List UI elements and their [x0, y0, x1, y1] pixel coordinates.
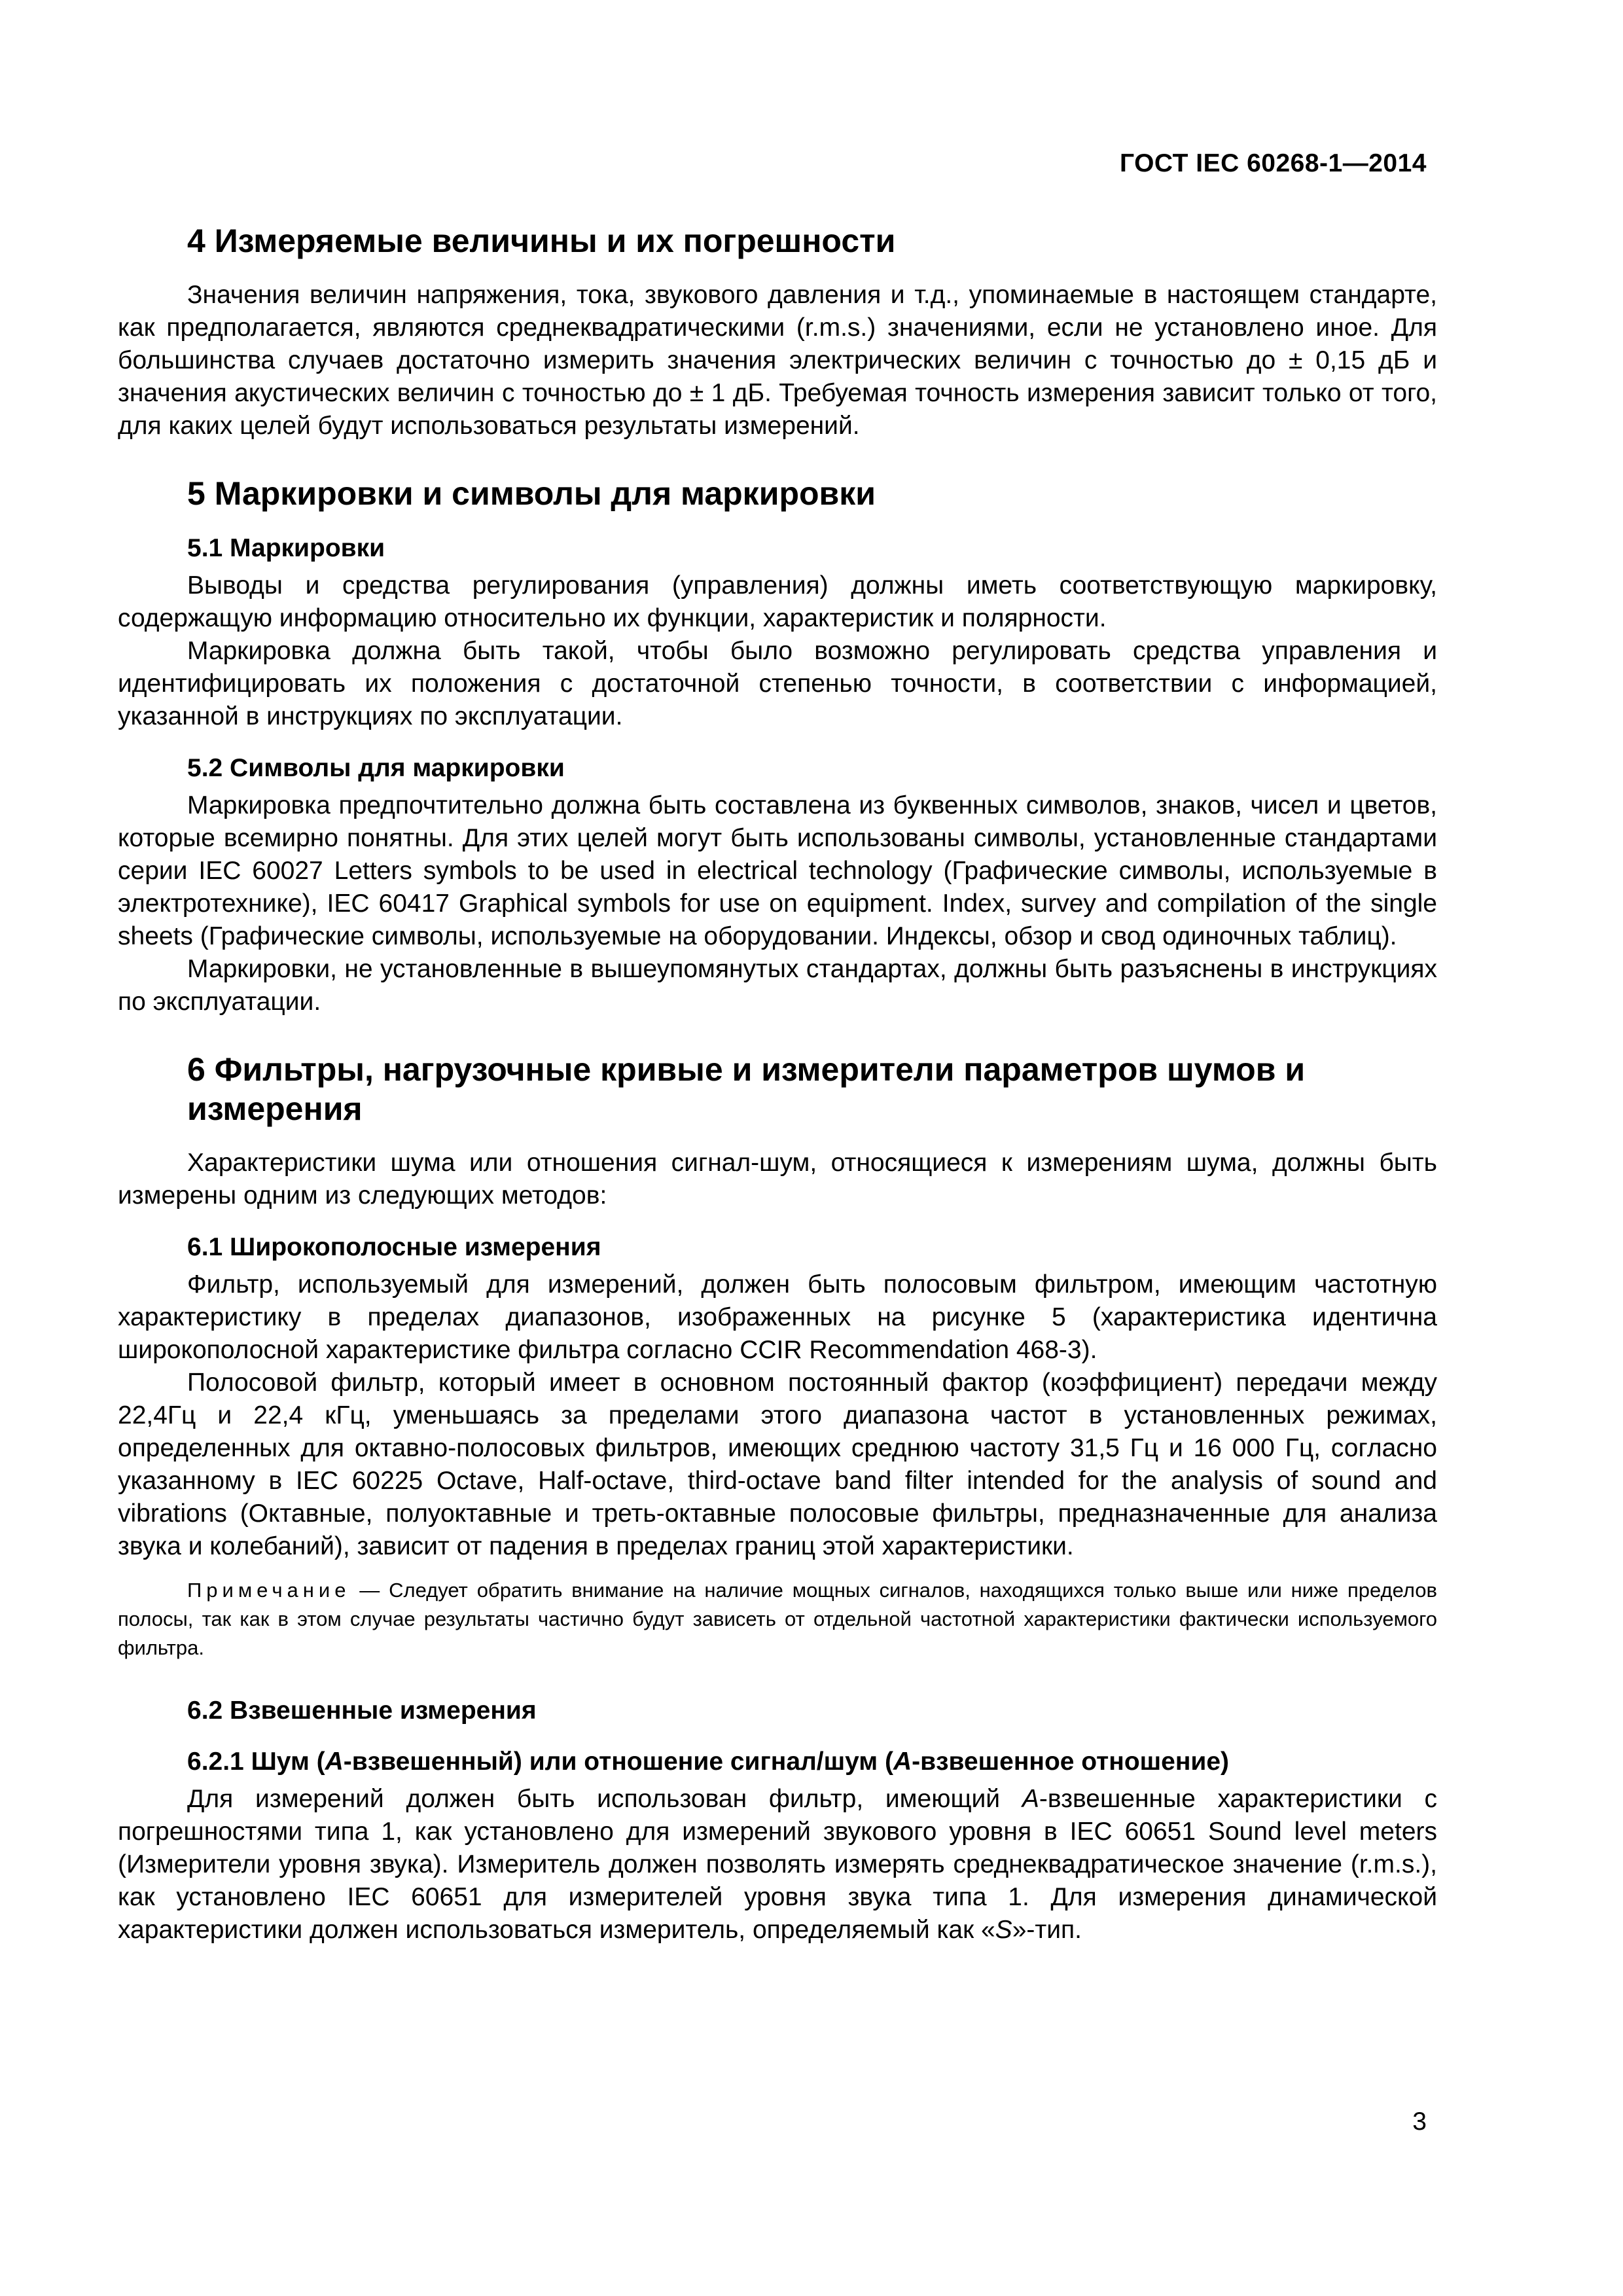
p-s-italic: S [995, 1916, 1012, 1944]
section-5-2-paragraph-1: Маркировка предпочтительно должна быть составлена из буквенных символов, знаков, чисел и цветов, которые всемирно понятны. Для этих целей могут быть использованы символы, установленные стандартами серии IEC 60027 Letters symbols to be used in electrical technology (Графические символы, используемые в электротехнике), IEC 60417 Graphical symbols for use on equipment. Index, survey and compilation of the single sheets (Графические символы, используемые на оборудовании. Индексы, обзор и свод одиночных таблиц). [118, 791, 1437, 950]
section-5-2-paragraph-2: Маркировки, не установленные в вышеупомянутых стандартах, должны быть разъяснены в инструкциях по эксплуатации. [118, 955, 1437, 1016]
note-text: — Следует обратить внимание на наличие мощных сигналов, находящихся только выше или ниже пределов полосы, так как в этом случае результаты частично будут зависеть от отдельной частотной характеристики фактически используемого фильтра. [118, 1579, 1437, 1659]
note-label: Примечание [187, 1579, 351, 1602]
section-5-1-paragraph-1: Выводы и средства регулирования (управления) должны иметь соответствующую маркировку, содержащую информацию относительно их функции, характеристик и полярности. [118, 571, 1437, 632]
p-end: »-тип. [1012, 1916, 1082, 1944]
document-body [118, 221, 1437, 1946]
section-6-1-note [118, 1576, 1437, 1662]
section-4-title: 4 Измеряемые величины и их погрешности [187, 223, 896, 259]
title-suffix: -взвешенное отношение) [912, 1748, 1230, 1776]
section-5-title: 5 Маркировки и символы для маркировки [187, 475, 876, 512]
p-a-italic: A [1022, 1785, 1039, 1813]
section-5-1-paragraph-2: Маркировка должна быть такой, чтобы было возможно регулировать средства управления и идентифицировать их положения с достаточной степенью точности, в соответствии с информацией, указанной в инструкциях по эксплуатации. [118, 637, 1437, 730]
document-code-header: ГОСТ IEC 60268-1—2014 [1119, 149, 1427, 177]
section-6-title: 6 Фильтры, нагрузочные кривые и измерители параметров шумов и измерения [187, 1051, 1306, 1127]
p-after: -взвешенные характеристики с погрешностями типа 1, как установлено для измерений звукового уровня в IEC 60651 Sound level meters (Измерители уровня звука). Измеритель должен позволять измерять среднеквадратическое значение (r.m.s.), как установлено IEC 60651 для измерителей уровня звука типа 1. Для измерения динамической характеристики должен использоваться измеритель, определяемый как « [118, 1785, 1437, 1944]
section-4-paragraph: Значения величин напряжения, тока, звукового давления и т.д., упоминаемые в настоящем стандарте, как предполагается, являются среднеквадратическими (r.m.s.) значениями, если не установлено иное. Для большинства случаев достаточно измерить значения электрических величин с точностью до ± 0,15 дБ и значения акустических величин с точностью до ± 1 дБ. Требуемая точность измерения зависит только от того, для каких целей будут использоваться результаты измерений. [118, 281, 1437, 440]
title-a-italic-2: A [893, 1748, 912, 1776]
section-5-1-title: 5.1 Маркировки [187, 534, 385, 562]
section-6-1-title: 6.1 Широкополосные измерения [187, 1233, 601, 1261]
page-number: 3 [1412, 2108, 1427, 2136]
section-6-paragraph: Характеристики шума или отношения сигнал-шум, относящиеся к измерениям шума, должны быть измерены одним из следующих методов: [118, 1149, 1437, 1210]
title-middle: -взвешенный) или отношение сигнал/шум ( [343, 1748, 893, 1776]
section-6-1-paragraph-1: Фильтр, используемый для измерений, должен быть полосовым фильтром, имеющим частотную характеристику в пределах диапазонов, изображенных на рисунке 5 (характеристика идентична широкополосной характеристике фильтра согласно CCIR Recommendation 468-3). [118, 1270, 1437, 1364]
section-6-2-title: 6.2 Взвешенные измерения [187, 1696, 537, 1725]
section-6-2-1-paragraph [118, 1783, 1437, 1946]
section-6-2-1-title [118, 1745, 1437, 1779]
section-5-2-title: 5.2 Символы для маркировки [187, 754, 565, 782]
title-prefix: 6.2.1 Шум ( [187, 1748, 325, 1776]
p-before: Для измерений должен быть использован фильтр, имеющий [187, 1785, 1022, 1813]
title-a-italic-1: A [325, 1748, 344, 1776]
section-6-1-paragraph-2: Полосовой фильтр, который имеет в основном постоянный фактор (коэффициент) передачи между 22,4Гц и 22,4 кГц, уменьшаясь за пределами этого диапазона частот в установленных режимах, определенных для октавно-полосовых фильтров, имеющих среднюю частоту 31,5 Гц и 16 000 Гц, согласно указанному в IEC 60225 Octave, Half-octave, third-octave band filter intended for the analysis of sound and vibrations (Октавные, полуоктавные и треть-октавные полосовые фильтры, предназначенные для анализа звука и колебаний), зависит от падения в пределах границ этой характеристики. [118, 1369, 1437, 1560]
